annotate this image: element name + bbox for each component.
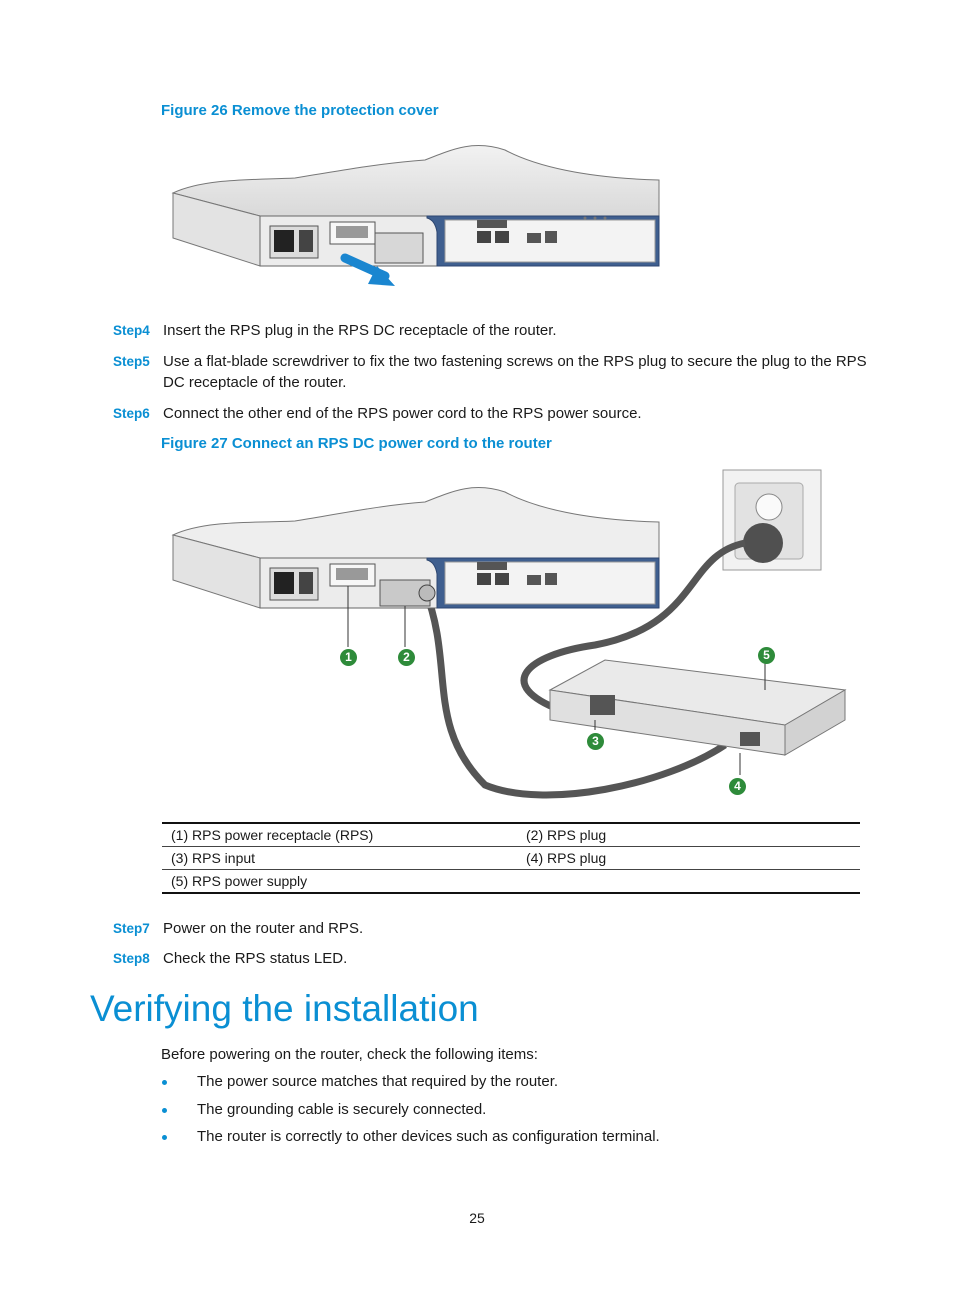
list-item-text: The router is correctly to other devices such as configuration terminal. [197,1128,660,1145]
table-cell: (3) RPS input [162,847,517,870]
step-label: Step5 [113,354,150,369]
table-cell: (1) RPS power receptacle (RPS) [162,823,517,847]
section-heading: Verifying the installation [90,988,479,1029]
callout-legend-table [162,822,860,894]
table-cell: (5) RPS power supply [162,870,517,894]
bullet-dot-icon [162,1108,167,1113]
callout-2: 2 [398,649,415,666]
table-cell: (2) RPS plug [517,823,860,847]
callout-5: 5 [758,647,775,664]
table-row [162,847,860,870]
wall-outlet-icon [723,470,821,570]
step-text: Use a flat-blade screwdriver to fix the two fastening screws on the RPS plug to secure the plug to the RPS DC receptacle of the router. [163,353,867,391]
callout-3: 3 [587,733,604,750]
figure-27-caption: Figure 27 Connect an RPS DC power cord to the router [161,435,552,452]
callout-4: 4 [729,778,746,795]
figure-26-caption: Figure 26 Remove the protection cover [161,102,439,119]
step-label: Step8 [113,951,150,966]
list-item-text: The power source matches that required by the router. [197,1073,559,1090]
step-label: Step6 [113,406,150,421]
step-label: Step4 [113,323,150,338]
step-text: Connect the other end of the RPS power cord to the RPS power source. [163,405,642,422]
figure-27-rps-connection-illustration [165,465,865,810]
table-row [162,823,860,847]
table-cell: (4) RPS plug [517,847,860,870]
section-intro: Before powering on the router, check the following items: [161,1046,538,1063]
step-label: Step7 [113,921,150,936]
step-text: Insert the RPS plug in the RPS DC receptacle of the router. [163,322,557,339]
bullet-dot-icon [162,1135,167,1140]
step-text: Power on the router and RPS. [163,920,364,937]
page-number: 25 [469,1210,485,1226]
callout-1: 1 [340,649,357,666]
figure-26-router-illustration [165,138,665,293]
list-item-text: The grounding cable is securely connected. [197,1101,487,1118]
table-cell [517,870,860,894]
step-text: Check the RPS status LED. [163,950,348,967]
bullet-dot-icon [162,1080,167,1085]
table-row [162,870,860,894]
